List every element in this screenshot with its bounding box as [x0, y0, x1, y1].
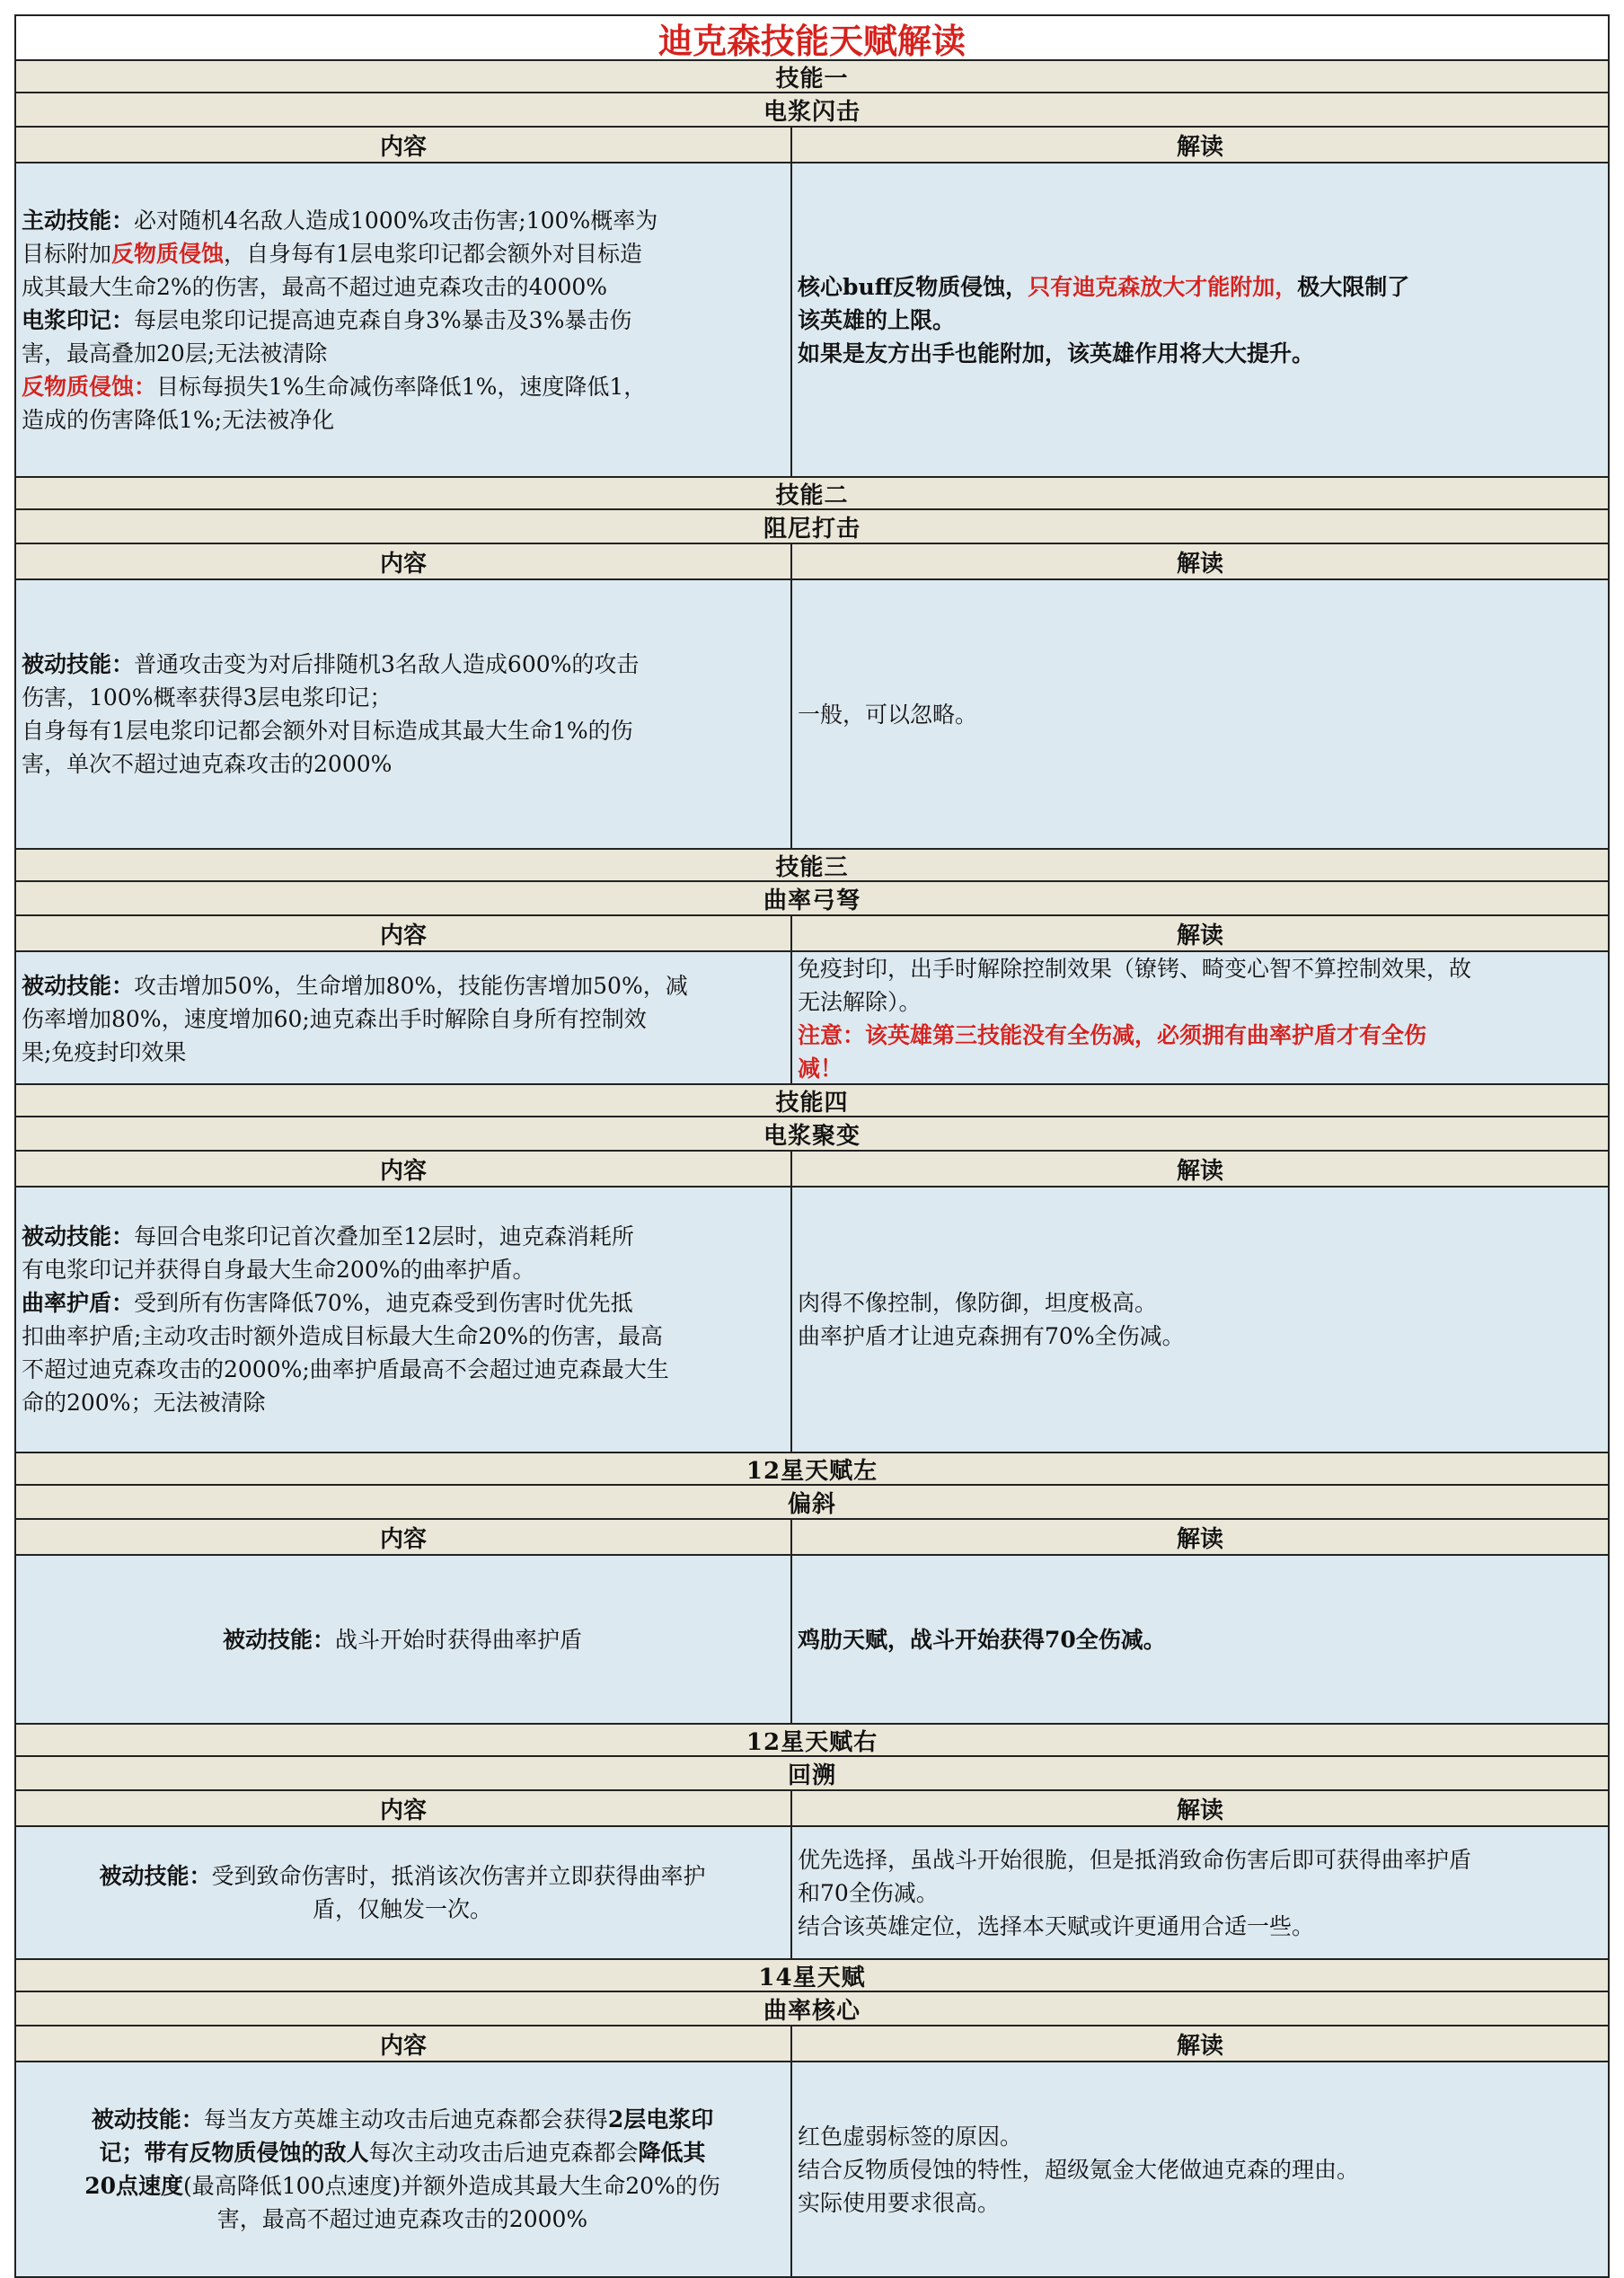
section-label: 技能三: [16, 850, 1608, 882]
text-line: [798, 2153, 1601, 2186]
section-label: 技能一: [16, 61, 1608, 93]
text-line: [22, 648, 783, 681]
text-line: [22, 304, 783, 337]
bold-text: 曲率护盾：: [22, 1290, 135, 1316]
text-run: 害，单次不超过迪克森攻击的2000%: [22, 751, 393, 777]
text-line: [22, 714, 783, 747]
skill-name: 偏斜: [16, 1486, 1608, 1520]
skill-name: 电浆闪击: [16, 93, 1608, 128]
header-interpret: 解读: [1176, 2032, 1223, 2060]
text-run: 一般，可以忽略。: [798, 701, 978, 728]
content-row: [16, 2062, 1608, 2278]
header-content: 内容: [16, 916, 792, 950]
text-line: [798, 1052, 1601, 1085]
text-line: [798, 270, 1601, 304]
column-header-row: [16, 1520, 1608, 1556]
content-cell: [16, 1827, 792, 1958]
text-run: 结合反物质侵蚀的特性，超级氪金大佬做迪克森的理由。: [798, 2156, 1360, 2183]
bold-text: 2层电浆印: [607, 2106, 714, 2132]
text-run: 害，最高叠加20层;无法被清除: [22, 340, 328, 366]
text-line: [798, 2186, 1601, 2220]
text-run: 攻击增加50%，生命增加80%，技能伤害增加50%，减: [134, 972, 688, 999]
column-header-row: [16, 2026, 1608, 2062]
text-run: 曲率护盾才让迪克森拥有70%全伤减。: [798, 1323, 1185, 1349]
content-cell: [16, 580, 792, 848]
text-line: [22, 1320, 783, 1353]
text-line: [22, 403, 783, 437]
text-run: 每层电浆印记提高迪克森自身3%暴击及3%暴击伤: [134, 306, 632, 333]
content-row: [16, 580, 1608, 850]
text-line: [22, 1002, 783, 1036]
text-line: [798, 1910, 1601, 1943]
text-run: 和70全伤减。: [798, 1879, 939, 1906]
text-line: [99, 2136, 705, 2169]
text-run: 免疫封印，出手时解除控制效果（镣铐、畸变心智不算控制效果，故: [798, 956, 1472, 982]
text-line: [22, 370, 783, 403]
text-run: 普通攻击变为对后排随机3名敌人造成600%的攻击: [134, 651, 640, 677]
column-header-row: [16, 128, 1608, 163]
content-row: [16, 1827, 1608, 1960]
header-interpret: 解读: [1176, 922, 1223, 949]
text-line: [217, 2203, 587, 2236]
text-line: [798, 985, 1601, 1019]
text-line: [22, 1353, 783, 1386]
bold-text: 被动技能：: [22, 1223, 135, 1249]
text-run: 伤害，100%概率获得3层电浆印记；: [22, 684, 393, 711]
text-run: 每回合电浆印记首次叠加至12层时，迪克森消耗所: [134, 1223, 634, 1249]
header-content: 内容: [16, 1791, 792, 1825]
highlight-text: 注意：该英雄第三技能没有全伤减，必须拥有曲率护盾才有全伤: [798, 1022, 1427, 1048]
bold-text: 降低其: [638, 2140, 706, 2166]
text-line: [22, 1036, 783, 1069]
highlight-text: 减！: [798, 1055, 843, 1082]
text-line: [798, 337, 1601, 370]
text-run: 盾，仅触发一次。: [312, 1896, 492, 1922]
text-line: [84, 2169, 720, 2203]
text-run: 造成的伤害降低1%;无法被净化: [22, 406, 335, 433]
text-run: 伤率增加80%，速度增加60;迪克森出手时解除自身所有控制效: [22, 1005, 647, 1032]
text-run: 每次主动攻击后迪克森都会: [368, 2140, 639, 2166]
text-run: 必对随机4名敌人造成1000%攻击伤害;100%概率为: [134, 207, 658, 234]
highlight-text: 反物质侵蚀: [111, 240, 225, 267]
text-line: [22, 969, 783, 1002]
bold-text: 20点速度: [84, 2173, 183, 2199]
content-row: [16, 1188, 1608, 1453]
bold-text: 鸡肋天赋，战斗开始获得70全伤减。: [798, 1626, 1166, 1653]
header-interpret: 解读: [1176, 550, 1223, 578]
skill-name: 曲率弓弩: [16, 882, 1608, 916]
text-line: [22, 337, 783, 370]
column-header-row: [16, 1152, 1608, 1188]
text-line: [22, 237, 783, 270]
bold-text: 核心buff反物质侵蚀，: [798, 273, 1028, 300]
text-line: [92, 2103, 713, 2136]
text-run: 成其最大生命2%的伤害，最高不超过迪克森攻击的4000%: [22, 273, 608, 300]
text-line: [798, 1019, 1601, 1052]
text-line: [798, 952, 1601, 985]
sections-container: [16, 61, 1608, 2278]
content-cell: [16, 952, 792, 1085]
section-label: 14星天赋: [16, 1960, 1608, 1992]
section-label: 技能二: [16, 478, 1608, 510]
text-line: [798, 698, 1601, 731]
highlight-text: 反物质侵蚀：: [22, 373, 157, 400]
text-run: 有电浆印记并获得自身最大生命200%的曲率护盾。: [22, 1257, 535, 1283]
text-run: 自身每有1层电浆印记都会额外对目标造成其最大生命1%的伤: [22, 718, 633, 744]
bold-text: 被动技能：: [222, 1626, 335, 1653]
interpret-cell: [792, 1556, 1608, 1723]
text-line: [22, 1253, 783, 1286]
header-content: 内容: [16, 1520, 792, 1554]
text-run: 红色虚弱标签的原因。: [798, 2123, 1023, 2150]
bold-text: 如果是友方出手也能附加，该英雄作用将大大提升。: [798, 340, 1315, 366]
content-cell: [16, 2062, 792, 2276]
text-line: [22, 270, 783, 304]
section-label: 12星天赋右: [16, 1725, 1608, 1757]
text-run: 受到致命伤害时，抵消该次伤害并立即获得曲率护: [211, 1863, 706, 1889]
text-run: ，自身每有1层电浆印记都会额外对目标造: [224, 240, 642, 267]
text-run: 结合该英雄定位，选择本天赋或许更通用合适一些。: [798, 1912, 1315, 1939]
header-interpret: 解读: [1176, 1525, 1223, 1553]
text-run: 肉得不像控制，像防御，坦度极高。: [798, 1290, 1158, 1316]
bold-text: 被动技能：: [22, 972, 135, 999]
text-line: [798, 1843, 1601, 1876]
text-line: [223, 1623, 582, 1656]
text-run: (最高降低100点速度)并额外造成其最大生命20%的伤: [183, 2173, 720, 2199]
content-cell: [16, 163, 792, 476]
header-content: 内容: [16, 1152, 792, 1186]
text-line: [22, 1220, 783, 1253]
text-line: [22, 681, 783, 714]
text-line: [22, 1386, 783, 1419]
header-interpret: 解读: [1176, 1157, 1223, 1185]
text-run: 命的200%；无法被清除: [22, 1390, 266, 1416]
text-run: 实际使用要求很高。: [798, 2189, 1001, 2216]
content-row: [16, 1556, 1608, 1725]
bold-text: 被动技能：: [99, 1863, 212, 1889]
text-run: 不超过迪克森攻击的2000%;曲率护盾最高不会超过迪克森最大生: [22, 1356, 669, 1382]
text-run: 目标每损失1%生命减伤率降低1%，速度降低1，: [156, 373, 647, 400]
text-line: [22, 204, 783, 237]
section-label: 12星天赋左: [16, 1453, 1608, 1486]
section-label: 技能四: [16, 1085, 1608, 1117]
header-content: 内容: [16, 2026, 792, 2061]
bold-text: 电浆印记：: [22, 306, 135, 333]
text-line: [798, 2120, 1601, 2153]
text-line: [22, 747, 783, 781]
page-title: 迪克森技能天赋解读: [16, 14, 1608, 61]
text-line: [22, 1286, 783, 1320]
column-header-row: [16, 916, 1608, 952]
content-cell: [16, 1556, 792, 1723]
column-header-row: [16, 1791, 1608, 1827]
bold-text: 被动技能：: [22, 651, 135, 677]
skill-name: 回溯: [16, 1757, 1608, 1791]
bold-text: 该英雄的上限。: [798, 306, 956, 333]
header-interpret: 解读: [1176, 133, 1223, 161]
text-line: [313, 1893, 492, 1926]
interpret-cell: [792, 163, 1608, 476]
interpret-cell: [792, 952, 1608, 1085]
text-run: 受到所有伤害降低70%，迪克森受到伤害时优先抵: [134, 1290, 633, 1316]
text-line: [798, 1320, 1601, 1353]
column-header-row: [16, 544, 1608, 580]
interpret-cell: [792, 580, 1608, 848]
content-cell: [16, 1188, 792, 1452]
header-content: 内容: [16, 544, 792, 578]
text-run: 战斗开始时获得曲率护盾: [335, 1626, 583, 1653]
text-run: 扣曲率护盾;主动攻击时额外造成目标最大生命20%的伤害，最高: [22, 1323, 663, 1349]
skill-name: 阻尼打击: [16, 510, 1608, 544]
skill-name: 曲率核心: [16, 1992, 1608, 2026]
text-line: [798, 1286, 1601, 1320]
bold-text: 极大限制了: [1297, 273, 1410, 300]
text-run: 果;免疫封印效果: [22, 1038, 187, 1065]
interpret-cell: [792, 1188, 1608, 1452]
bold-text: 被动技能：: [91, 2106, 204, 2132]
skill-table: [14, 14, 1610, 2278]
text-line: [798, 1876, 1601, 1910]
interpret-cell: [792, 1827, 1608, 1958]
text-run: 每当友方英雄主动攻击后迪克森都会获得: [203, 2106, 608, 2132]
text-line: [99, 1859, 705, 1893]
text-run: 目标附加: [22, 240, 112, 267]
text-run: 无法解除）。: [798, 989, 922, 1015]
header-content: 内容: [16, 128, 792, 162]
highlight-text: 只有迪克森放大才能附加，: [1028, 273, 1298, 300]
bold-text: 记；带有反物质侵蚀的敌人: [99, 2140, 369, 2166]
content-row: [16, 952, 1608, 1085]
header-interpret: 解读: [1176, 1797, 1223, 1824]
text-line: [798, 304, 1601, 337]
text-line: [798, 1623, 1601, 1656]
interpret-cell: [792, 2062, 1608, 2276]
content-row: [16, 163, 1608, 478]
bold-text: 主动技能：: [22, 207, 135, 234]
text-run: 优先选择，虽战斗开始很脆，但是抵消致命伤害后即可获得曲率护盾: [798, 1846, 1472, 1873]
text-run: 害，最高不超过迪克森攻击的2000%: [216, 2206, 588, 2232]
skill-name: 电浆聚变: [16, 1117, 1608, 1152]
